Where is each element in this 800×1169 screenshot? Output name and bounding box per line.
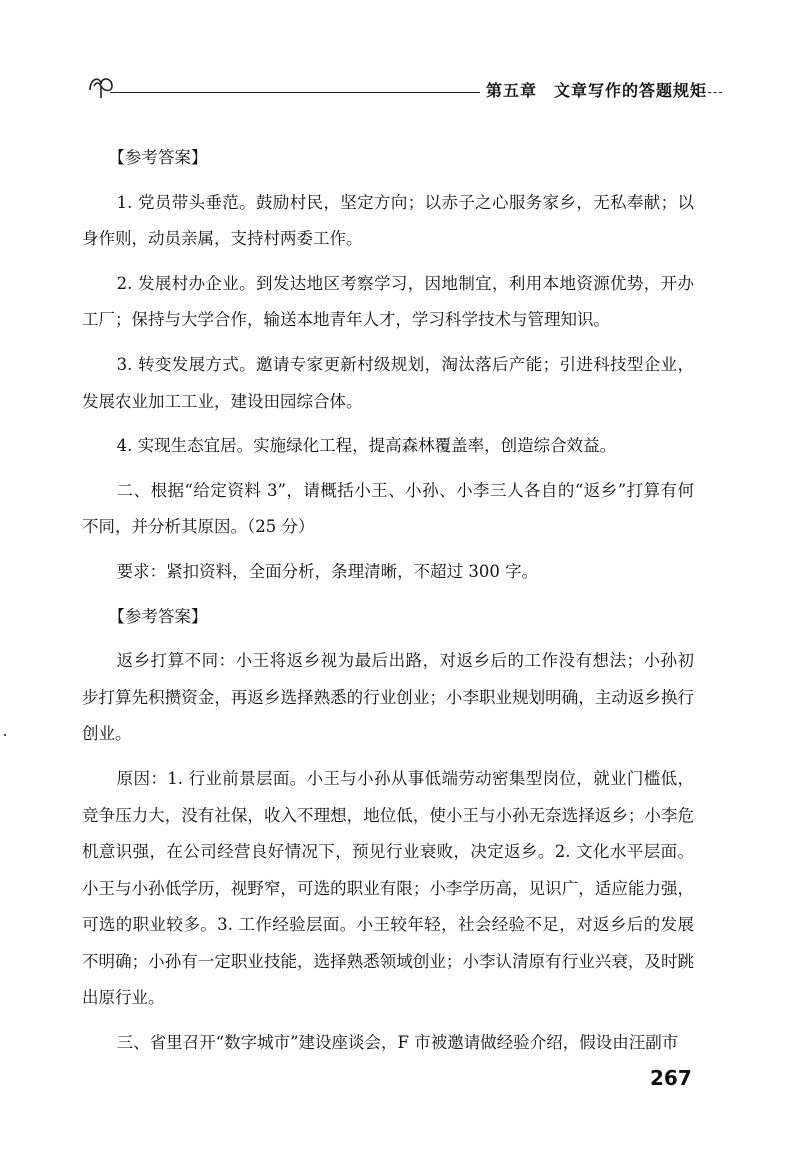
answer-paragraph-2: 2. 发展村办企业。到发达地区考察学习，因地制宜，利用本地资源优势，开办工厂；保持与大学合作，输送本地青年人才，学习科学技术与管理知识。 <box>82 273 694 330</box>
margin-mark <box>4 734 6 736</box>
answer-label: 【参考答案】 <box>108 148 208 167</box>
chapter-title: 第五章 文章写作的答题规矩 <box>480 78 713 101</box>
page-body <box>82 140 694 1070</box>
answer-paragraph-5: 返乡打算不同：小王将返乡视为最后出路，对返乡后的工作没有想法；小孙初步打算先积攒资金，再返乡选择熟悉的行业创业；小李职业规划明确，主动返乡换行创业。 <box>82 651 694 744</box>
answer-paragraph-4: 4. 实现生态宜居。实施绿化工程，提高森林覆盖率，创造综合效益。 <box>116 436 617 456</box>
header-rule-right <box>692 92 722 93</box>
answer-paragraph-6: 原因：1. 行业前景层面。小王与小孙从事低端劳动密集型岗位，就业门槛低，竞争压力大，没有社保，收入不理想，地位低，使小王与小孙无奈选择返乡；小李危机意识强，在公司经营良好情况下，预见行业衰败，决定返乡。2. 文化水平层面。小王与小孙低学历，视野窄，可选的职业有限；小李学历高，见识广，适应能力强，可选的职业较多。3. 工作经验层面。小王较年轻，社会经验不足，对返乡后的发展不明确；小孙有一定职业技能，选择熟悉领域创业；小李认清原有行业兴衰，及时跳出原行业。 <box>82 768 694 1008</box>
question-2: 二、根据“给定资料 3”，请概括小王、小孙、小李三人各自的“返乡”打算有何不同，并分析其原因。（25 分） <box>82 480 694 537</box>
page-number: 267 <box>650 1066 692 1090</box>
running-header <box>82 68 722 108</box>
header-rule-left <box>110 92 492 93</box>
answer-paragraph-3: 3. 转变发展方式。邀请专家更新村级规划，淘汰落后产能；引进科技型企业，发展农业加工工业，建设田园综合体。 <box>82 354 694 411</box>
answer-label-2: 【参考答案】 <box>108 606 208 626</box>
answer-paragraph-1: 1. 党员带头垂范。鼓励村民，坚定方向；以赤子之心服务家乡，无私奉献；以身作则，动员亲属，支持村两委工作。 <box>82 192 694 249</box>
question-3: 三、省里召开“数字城市”建设座谈会，F 市被邀请做经验介绍，假设由汪副市 <box>116 1033 679 1053</box>
leaf-sprout-icon <box>86 70 116 100</box>
requirement: 要求：紧扣资料，全面分析，条理清晰，不超过 300 字。 <box>116 561 539 581</box>
